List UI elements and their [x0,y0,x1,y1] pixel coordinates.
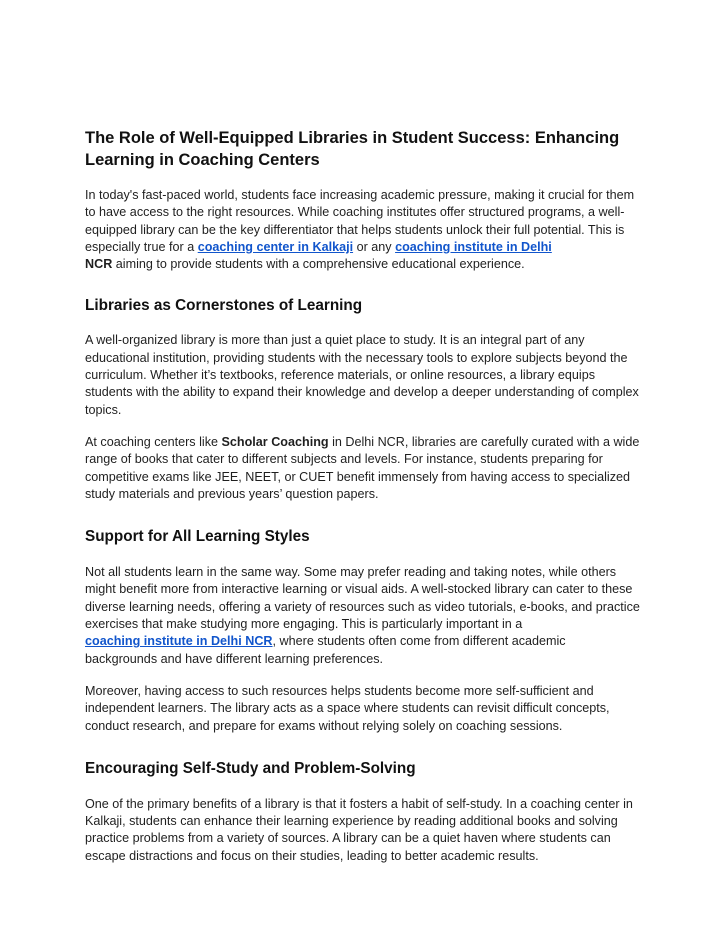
coaching-institute-delhi-ncr-link[interactable]: coaching institute in Delhi NCR [85,634,273,649]
intro-bold-ncr: NCR [85,257,113,272]
intro-text-3: aiming to provide students with a comprehensive educational experience. [112,257,525,272]
section-heading-self-study: Encouraging Self-Study and Problem-Solving [85,759,416,777]
section-heading-learning-styles: Support for All Learning Styles [85,528,310,546]
section-1-paragraph-1: A well-organized library is more than just a quiet place to study. It is an integral part of any educational institution, providing students with the necessary tools to explore subjects beyond the curriculum. Whether it’s textbooks, reference materials, or online resources, a library equips students with the ability to expand their knowledge and develop a deeper understanding of complex topics. [85,333,639,417]
section-2-paragraph-1 [85,564,640,668]
scholar-coaching-bold: Scholar Coaching [221,434,329,449]
coaching-institute-delhi-link[interactable]: coaching institute in Delhi [395,239,552,254]
section-2-p1-text-after: , where students often come from different academic backgrounds and have different learning preferences. [85,634,566,666]
intro-text-1: In today's fast-paced world, students face increasing academic pressure, making it crucial for them to have access to the right resources. While coaching institutes offer structured programs, a well-equipped library can be the key differentiator that helps students unlock their full potential. This is especially true for a [85,188,635,254]
document-page [85,127,640,865]
section-2-p1-text-before: Not all students learn in the same way. Some may prefer reading and taking notes, while others might benefit more from interactive learning or visual aids. A well-stocked library can cater to these diverse learning needs, offering a variety of resources such as video tutorials, e-books, and practice exercises that make studying more engaging. This is particularly important in a [85,565,640,632]
section-heading-libraries: Libraries as Cornerstones of Learning [85,297,363,315]
coaching-center-kalkaji-link[interactable]: coaching center in Kalkaji [197,239,354,254]
section-1-p2-text-before: At coaching centers like [85,434,222,449]
section-2-paragraph-2: Moreover, having access to such resources helps students become more self-sufficient and independent learners. The library acts as a space where students can revisit difficult concepts, conduct research, and prepare for exams without relying solely on coaching sessions. [85,683,610,733]
section-1-p2-text-after: in Delhi NCR, libraries are carefully curated with a wide range of books that cater to different subjects and levels. For instance, students preparing for competitive exams like JEE, NEET, or CUET benefit immensely from having access to specialized study materials and previous years’ question papers. [85,434,640,501]
intro-paragraph [85,187,640,273]
intro-text-2: or any [353,239,396,254]
section-1-paragraph-2 [85,434,640,503]
document-title: The Role of Well-Equipped Libraries in Student Success: Enhancing Learning in Coaching Centers [85,129,620,169]
section-3-paragraph-1: One of the primary benefits of a library is that it fosters a habit of self-study. In a coaching center in Kalkaji, students can enhance their learning experience by reading additional books and solving practice problems from a variety of sources. A library can be a quiet haven where students can escape distractions and focus on their studies, leading to better academic results. [85,796,633,863]
